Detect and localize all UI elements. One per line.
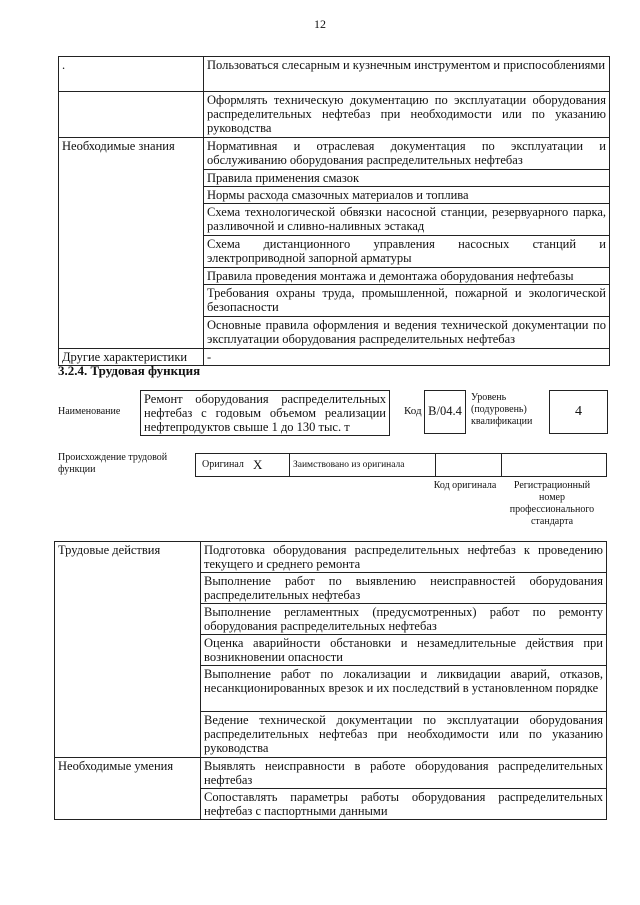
- action-cell: Выполнение работ по выявлению неисправностей оборудования распределительных нефтебаз: [201, 573, 607, 604]
- skill-cell: Выявлять неисправности в работе оборудования распределительных нефтебаз: [201, 758, 607, 789]
- action-cell: Оценка аварийности обстановки и незамедлительные действия при возникновении опасности: [201, 635, 607, 666]
- origin-label: Происхождение трудовой функции: [58, 452, 168, 475]
- other-label: Другие характеристики: [59, 349, 204, 366]
- knowledge-label: Необходимые знания: [59, 138, 204, 349]
- name-label: Наименование: [58, 406, 121, 417]
- action-cell: Выполнение работ по локализации и ликвидации аварий, отказов, несанкционированных врезок и их последствий в установленном порядке: [201, 666, 607, 712]
- action-cell: Выполнение регламентных (предусмотренных) работ по ремонту оборудования распределительных нефтебаз: [201, 604, 607, 635]
- registration-number-cell: [501, 454, 606, 476]
- origin-box: [195, 453, 607, 477]
- row-label-empty: .: [59, 57, 204, 92]
- row-label-empty: [59, 92, 204, 138]
- knowledge-cell: Схема технологической обвязки насосной станции, резервуарного парка, разливочной и сливно-наливных эстакад: [204, 204, 610, 236]
- knowledge-table: [58, 56, 610, 366]
- borrowed-cell: [289, 454, 436, 476]
- action-cell: Ведение технической документации по эксплуатации оборудования распределительных нефтебаз при необходимости или по указанию руководства: [201, 712, 607, 758]
- action-cell: Подготовка оборудования распределительных нефтебаз к проведению текущего и среднего ремонта: [201, 542, 607, 573]
- skill-cell: Пользоваться слесарным и кузнечным инструментом и приспособлениями: [204, 57, 610, 92]
- qualification-level: 4: [549, 390, 608, 434]
- function-code: В/04.4: [424, 390, 466, 434]
- knowledge-cell: Правила применения смазок: [204, 170, 610, 187]
- knowledge-cell: Нормы расхода смазочных материалов и топлива: [204, 187, 610, 204]
- reg-caption: Регистрационный номер профессионального стандарта: [509, 480, 595, 527]
- knowledge-cell: Схема дистанционного управления насосных станций и электроприводной запорной арматуры: [204, 236, 610, 268]
- knowledge-cell: Основные правила оформления и ведения технической документации по эксплуатации оборудования распределительных нефтебаз: [204, 317, 610, 349]
- original-mark: X: [253, 457, 263, 472]
- knowledge-cell: Правила проведения монтажа и демонтажа оборудования нефтебазы: [204, 268, 610, 285]
- original-label: Оригинал: [202, 459, 244, 470]
- code-caption: Код оригинала: [433, 480, 497, 491]
- actions-table: [54, 541, 607, 820]
- skills-label: Необходимые умения: [55, 758, 201, 820]
- knowledge-cell: Нормативная и отраслевая документация по эксплуатации и обслуживанию оборудования распределительных нефтебаз: [204, 138, 610, 170]
- code-label: Код: [404, 405, 422, 417]
- function-name: Ремонт оборудования распределительных нефтебаз с годовым объемом реализации нефтепродуктов свыше 1 до 130 тыс. т: [140, 390, 390, 436]
- actions-label: Трудовые действия: [55, 542, 201, 758]
- section-title: 3.2.4. Трудовая функция: [58, 363, 201, 378]
- skill-cell: Сопоставлять параметры работы оборудования распределительных нефтебаз с паспортными данными: [201, 789, 607, 820]
- original-cell: [196, 454, 290, 476]
- other-value: -: [204, 349, 610, 366]
- knowledge-cell: Требования охраны труда, промышленной, пожарной и экологической безопасности: [204, 285, 610, 317]
- skill-cell: Оформлять техническую документацию по эксплуатации оборудования распределительных нефтебаз при необходимости или по указанию руководства: [204, 92, 610, 138]
- level-label: Уровень (подуровень) квалификации: [471, 392, 533, 427]
- borrowed-label: Заимствовано из оригинала: [293, 460, 405, 470]
- original-code-cell: [435, 454, 502, 476]
- page-number: 12: [314, 17, 326, 31]
